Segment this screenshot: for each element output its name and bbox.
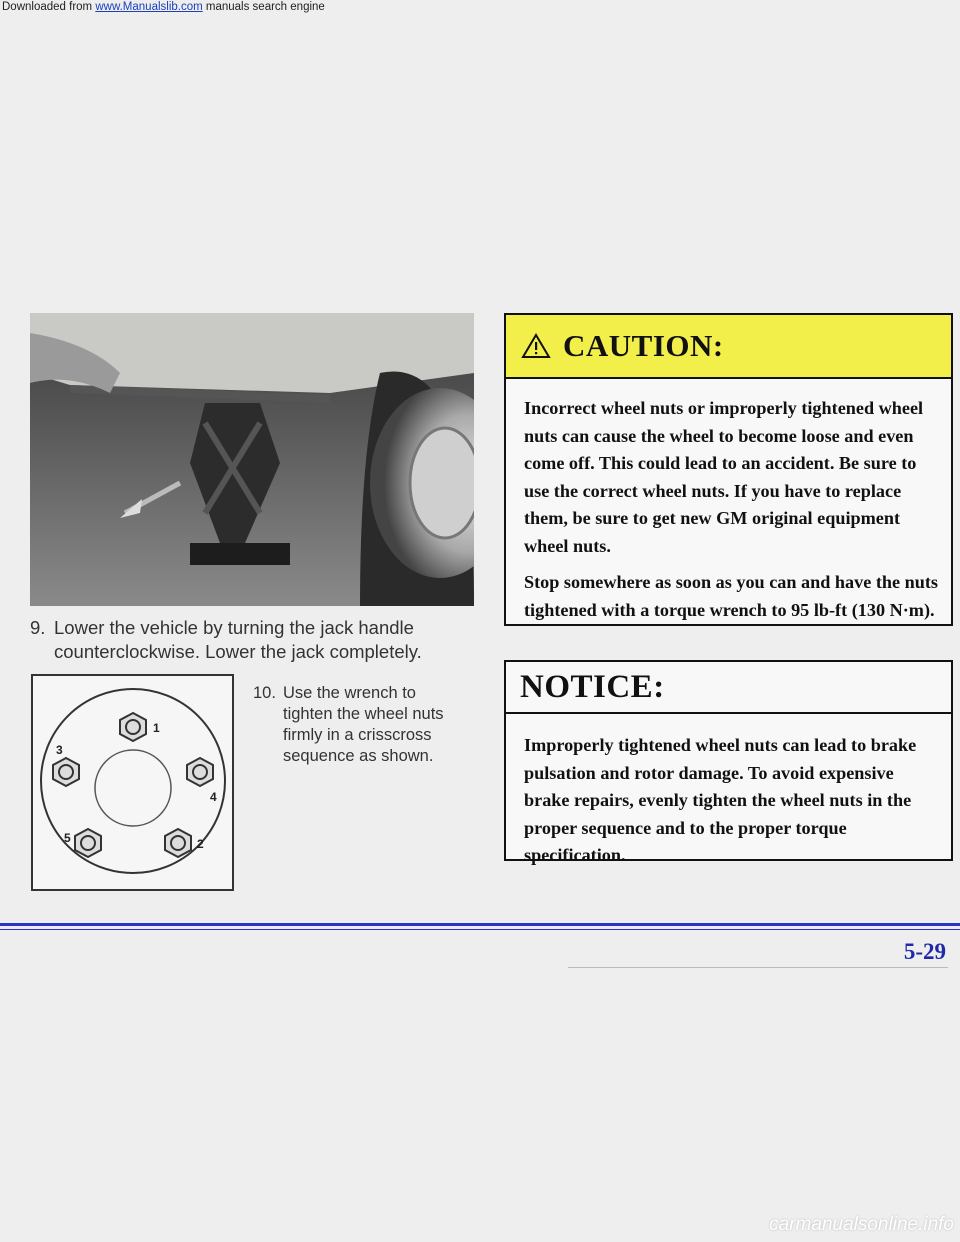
watermark: carmanualsonline.info: [769, 1214, 954, 1235]
step-9: [30, 616, 470, 664]
step-10-number: 10.: [253, 684, 276, 702]
header-prefix: Downloaded from: [2, 1, 96, 13]
notice-text: Improperly tightened wheel nuts can lead to brake pulsation and rotor damage. To avoid expensive brake repairs, evenly tighten the wheel nuts in the proper sequence and to the proper torque specification.: [524, 735, 917, 865]
caution-paragraph-1: Incorrect wheel nuts or improperly tightened wheel nuts can cause the wheel to become loose and even come off. This could lead to an accident. Be sure to use the correct wheel nuts. If you have to replace them, be sure to get new GM original equipment wheel nuts.: [524, 398, 924, 556]
wheel-nut-2: [165, 829, 204, 857]
crisscross-diagram: [31, 674, 234, 891]
download-header: [0, 0, 960, 14]
step-10: [253, 683, 453, 767]
manualslib-link[interactable]: www.Manualslib.com: [95, 1, 203, 13]
photo-illustration: [30, 313, 474, 606]
page-number: 5-29: [903, 939, 946, 964]
footer-rule-thin: [0, 929, 960, 930]
warning-triangle-icon: [521, 333, 551, 359]
caution-header: [506, 315, 951, 379]
step-9-text: Lower the vehicle by turning the jack handle counterclockwise. Lower the jack completely.: [54, 617, 422, 662]
nut-label-5: 5: [64, 831, 71, 845]
notice-box: [504, 660, 953, 865]
wheel-nut-diagram: [33, 676, 232, 889]
footer-rule-grey: [568, 967, 948, 968]
jack-lowering-photo: [30, 313, 474, 606]
caution-body: [506, 379, 951, 624]
wheel-nut-4: [187, 758, 217, 804]
notice-title: NOTICE:: [520, 668, 665, 705]
nut-label-2: 2: [197, 837, 204, 851]
step-9-number: 9.: [30, 617, 46, 638]
nut-label-3: 3: [56, 743, 63, 757]
wheel-nut-5: [64, 829, 101, 857]
caution-paragraph-2: Stop somewhere as soon as you can and have the nuts tightened with a torque wrench to 95 lb-ft (130 N·m).: [524, 572, 938, 620]
step-10-text: Use the wrench to tighten the wheel nuts firmly in a crisscross sequence as shown.: [283, 684, 444, 765]
notice-header: [506, 662, 951, 714]
caution-title: CAUTION:: [563, 328, 724, 363]
caution-box: [504, 313, 953, 626]
nut-label-4: 4: [210, 790, 217, 804]
wheel-nut-1: [120, 713, 160, 741]
nut-label-1: 1: [153, 721, 160, 735]
footer-rule-thick: [0, 923, 960, 926]
header-suffix: manuals search engine: [202, 1, 325, 13]
wheel-nut-3: [53, 743, 79, 786]
